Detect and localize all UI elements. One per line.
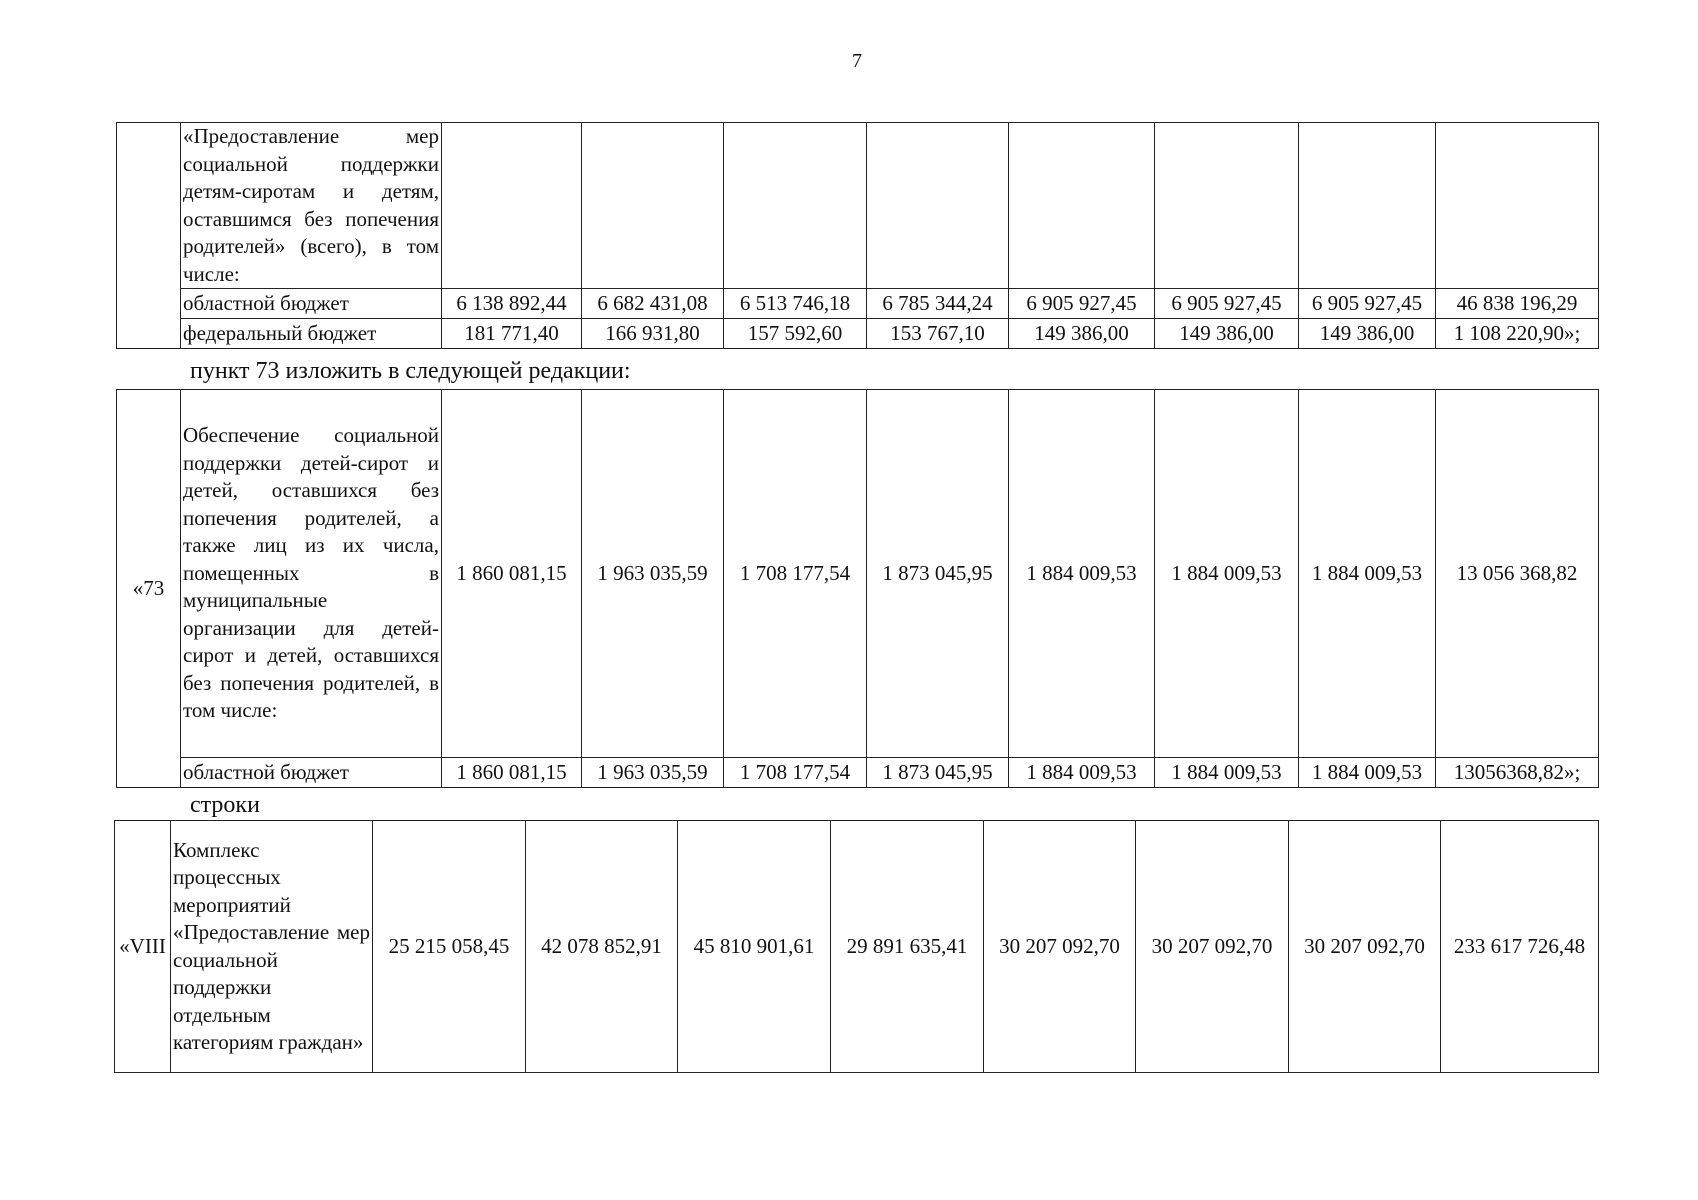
item-index: «VIII bbox=[115, 821, 171, 1073]
value-cell: 6 138 892,44 bbox=[442, 289, 582, 319]
value-cell: 1 884 009,53 bbox=[1155, 758, 1299, 788]
value-cell: 149 386,00 bbox=[1155, 319, 1299, 349]
total-cell: 233 617 726,48 bbox=[1441, 821, 1599, 1073]
value-cell: 149 386,00 bbox=[1299, 319, 1436, 349]
value-cell: 1 884 009,53 bbox=[1299, 758, 1436, 788]
row-title: Комплекс процессных мероприятий «Предоставление мер социальной поддержки отдельным категориям граждан» bbox=[171, 821, 373, 1073]
empty-cell bbox=[442, 123, 582, 289]
empty-cell bbox=[1155, 123, 1299, 289]
value-cell: 6 905 927,45 bbox=[1299, 289, 1436, 319]
instruction-text: строки bbox=[190, 792, 260, 818]
table-social-support-orphans bbox=[116, 122, 1599, 349]
total-cell: 13 056 368,82 bbox=[1436, 390, 1599, 758]
value-cell: 1 884 009,53 bbox=[1299, 390, 1436, 758]
value-cell: 6 513 746,18 bbox=[724, 289, 867, 319]
value-cell: 30 207 092,70 bbox=[1289, 821, 1441, 1073]
item-index: «73 bbox=[117, 390, 181, 788]
instruction-text: пункт 73 изложить в следующей редакции: bbox=[190, 358, 631, 384]
value-cell: 1 884 009,53 bbox=[1155, 390, 1299, 758]
value-cell: 6 905 927,45 bbox=[1155, 289, 1299, 319]
value-cell: 1 873 045,95 bbox=[867, 758, 1009, 788]
page-number: 7 bbox=[852, 50, 862, 72]
table-section-viii bbox=[114, 820, 1599, 1073]
empty-cell bbox=[582, 123, 724, 289]
empty-cell bbox=[1009, 123, 1155, 289]
value-cell: 149 386,00 bbox=[1009, 319, 1155, 349]
row-title: Обеспечение социальной поддержки детей-сирот и детей, оставшихся без попечения родителей, а также лиц из их числа, помещенных в муниципальные организации для детей-сирот и детей, оставшихся без попечения родителей, в том числе: bbox=[181, 390, 442, 758]
value-cell: 6 682 431,08 bbox=[582, 289, 724, 319]
value-cell: 1 873 045,95 bbox=[867, 390, 1009, 758]
value-cell: 45 810 901,61 bbox=[678, 821, 831, 1073]
value-cell: 1 884 009,53 bbox=[1009, 390, 1155, 758]
table-row bbox=[117, 123, 1599, 289]
empty-cell bbox=[867, 123, 1009, 289]
value-cell: 153 767,10 bbox=[867, 319, 1009, 349]
row-label: областной бюджет bbox=[181, 758, 442, 788]
table-row bbox=[117, 390, 1599, 758]
table-row bbox=[117, 758, 1599, 788]
index-cell bbox=[117, 123, 181, 349]
value-cell: 1 860 081,15 bbox=[442, 758, 582, 788]
value-cell: 6 905 927,45 bbox=[1009, 289, 1155, 319]
row-title: «Предоставление мер социальной поддержки детям-сиротам и детям, оставшимся без попечения родителей» (всего), в том числе: bbox=[181, 123, 442, 289]
value-cell: 157 592,60 bbox=[724, 319, 867, 349]
table-item-73 bbox=[116, 389, 1599, 788]
empty-cell bbox=[724, 123, 867, 289]
value-cell: 6 785 344,24 bbox=[867, 289, 1009, 319]
value-cell: 1 708 177,54 bbox=[724, 390, 867, 758]
table-row bbox=[115, 821, 1599, 1073]
value-cell: 1 963 035,59 bbox=[582, 758, 724, 788]
value-cell: 181 771,40 bbox=[442, 319, 582, 349]
value-cell: 25 215 058,45 bbox=[373, 821, 526, 1073]
value-cell: 1 884 009,53 bbox=[1009, 758, 1155, 788]
total-cell: 1 108 220,90»; bbox=[1436, 319, 1599, 349]
row-label: областной бюджет bbox=[181, 289, 442, 319]
value-cell: 1 860 081,15 bbox=[442, 390, 582, 758]
value-cell: 166 931,80 bbox=[582, 319, 724, 349]
total-cell: 13056368,82»; bbox=[1436, 758, 1599, 788]
value-cell: 30 207 092,70 bbox=[984, 821, 1136, 1073]
total-cell: 46 838 196,29 bbox=[1436, 289, 1599, 319]
value-cell: 42 078 852,91 bbox=[526, 821, 678, 1073]
value-cell: 30 207 092,70 bbox=[1136, 821, 1289, 1073]
value-cell: 29 891 635,41 bbox=[831, 821, 984, 1073]
table-row bbox=[117, 289, 1599, 319]
empty-cell bbox=[1436, 123, 1599, 289]
empty-cell bbox=[1299, 123, 1436, 289]
row-label: федеральный бюджет bbox=[181, 319, 442, 349]
value-cell: 1 963 035,59 bbox=[582, 390, 724, 758]
value-cell: 1 708 177,54 bbox=[724, 758, 867, 788]
table-row bbox=[117, 319, 1599, 349]
